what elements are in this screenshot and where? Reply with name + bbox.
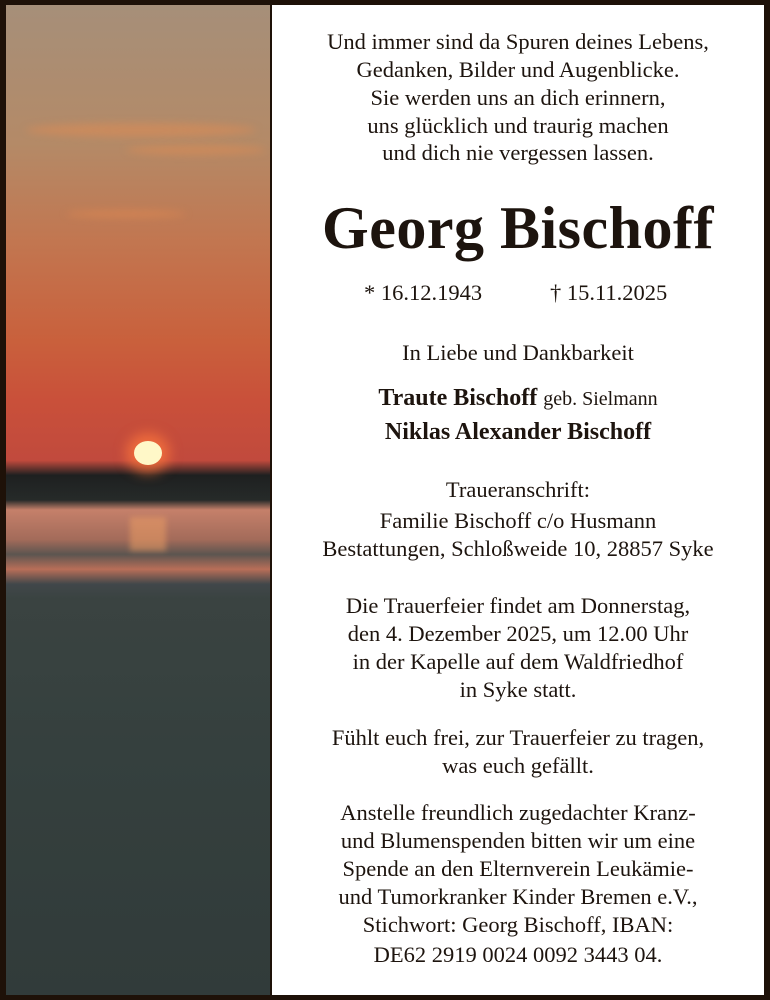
deceased-name: Georg Bischoff [322,195,714,261]
mourner-name: Niklas Alexander Bischoff [384,419,652,445]
donation-line: DE62 2919 0024 0092 3443 04. [373,942,663,967]
poem-line: uns glücklich und traurig machen [367,113,669,138]
sun-reflection [130,517,166,551]
sun [134,441,162,465]
cloud [26,123,256,137]
mourner-name: Traute Bischoff [378,385,538,411]
mourner [272,384,764,413]
birth-date: * 16.12.1943 [364,280,483,305]
donation-line: und Blumenspenden bitten wir um eine [340,828,696,853]
cloud [126,145,266,155]
death-date: † 15.11.2025 [550,280,668,305]
dress-line: was euch gefällt. [442,753,594,778]
address-line: Bestattungen, Schloßweide 10, 28857 Syke [322,536,714,561]
donation-line: Anstelle freundlich zugedachter Kranz- [340,800,696,825]
donation-line: Spende an den Elternverein Leukämie- [342,856,694,881]
address-line: Familie Bischoff c/o Husmann [379,508,657,533]
ceremony-line: in der Kapelle auf dem Waldfriedhof [352,649,684,674]
poem-line: Gedanken, Bilder und Augenblicke. [356,57,680,82]
sunset-beach-photo [6,5,270,995]
dress-line: Fühlt euch frei, zur Trauerfeier zu tragen, [331,725,705,750]
ceremony-line: den 4. Dezember 2025, um 12.00 Uhr [347,621,689,646]
donation-line: Stichwort: Georg Bischoff, IBAN: [362,912,674,937]
mourner-note: geb. Sielmann [543,388,658,410]
address-line: Traueranschrift: [445,477,591,502]
ceremony-line: Die Trauerfeier findet am Donnerstag, [345,593,691,618]
obituary-text-panel [272,5,764,995]
donation-line: und Tumorkranker Kinder Bremen e.V., [338,884,698,909]
poem-line: Und immer sind da Spuren deines Lebens, [327,29,709,54]
poem-line: Sie werden uns an dich erinnern, [370,85,666,110]
cloud [66,210,186,218]
dedication: In Liebe und Dankbarkeit [402,340,634,365]
poem-line: und dich nie vergessen lassen. [382,140,654,165]
ceremony-line: in Syke statt. [459,677,577,702]
